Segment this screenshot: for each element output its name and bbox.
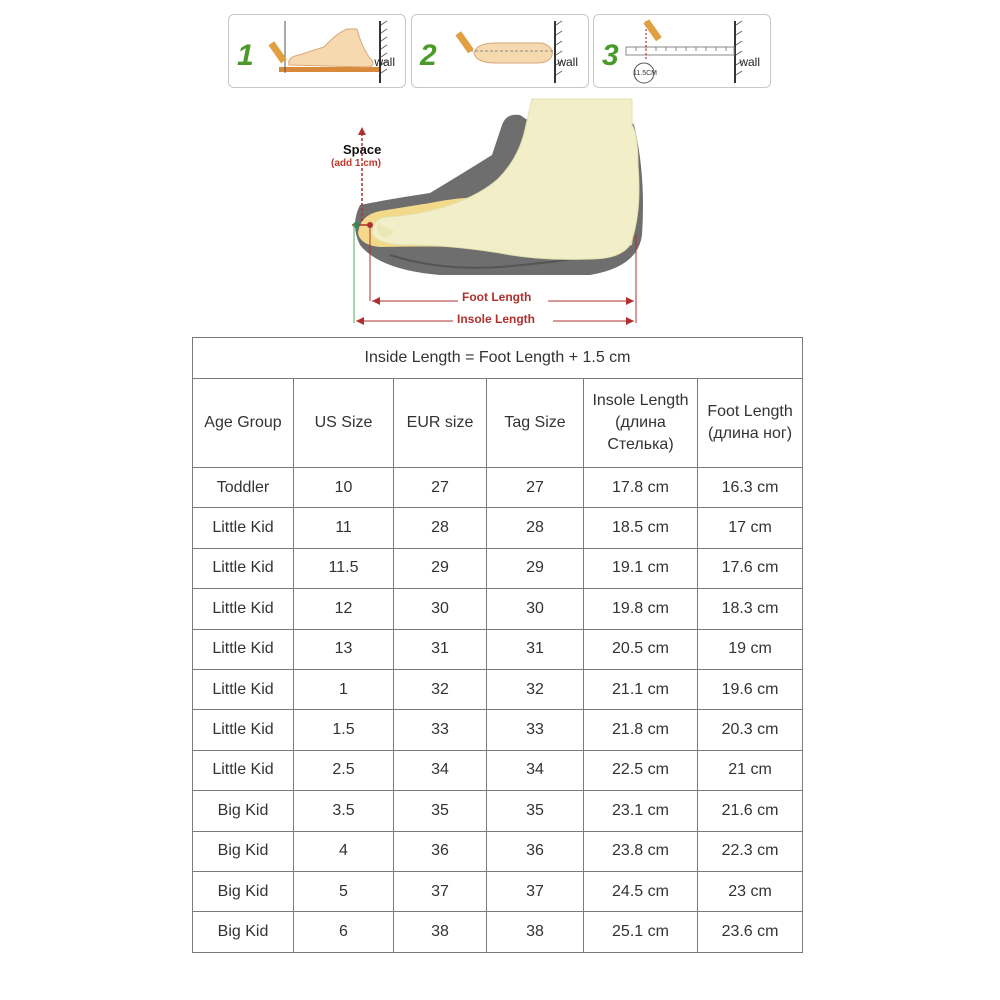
insole-length-cell: 21.1 cm (584, 669, 698, 709)
tag-size-cell: 30 (487, 589, 584, 629)
shoe-fit-diagram (320, 95, 680, 335)
foot-length-cell: 22.3 cm (698, 831, 803, 871)
step-3-wall-label: wall (739, 55, 760, 69)
tag-size-cell: 34 (487, 750, 584, 790)
eur-size-cell: 28 (394, 508, 487, 548)
us-size-cell: 2.5 (294, 750, 394, 790)
step-1-wall-label: wall (374, 55, 395, 69)
size-table-body (193, 468, 803, 953)
table-row (193, 831, 803, 871)
header-text-line: Foot Length (707, 403, 793, 420)
age-group-cell: Big Kid (193, 871, 294, 911)
table-row (193, 508, 803, 548)
age-group-cell: Big Kid (193, 791, 294, 831)
header-tag-size (487, 379, 584, 468)
tag-size-cell: 33 (487, 710, 584, 750)
foot-length-label: Foot Length (462, 290, 532, 304)
tag-size-cell: 27 (487, 468, 584, 508)
insole-length-cell: 23.1 cm (584, 791, 698, 831)
foot-length-cell: 20.3 cm (698, 710, 803, 750)
age-group-cell: Little Kid (193, 508, 294, 548)
insole-length-cell: 19.1 cm (584, 548, 698, 588)
us-size-cell: 3.5 (294, 791, 394, 831)
header-age-group (193, 379, 294, 468)
eur-size-cell: 29 (394, 548, 487, 588)
foot-length-cell: 17.6 cm (698, 548, 803, 588)
foot-length-cell: 17 cm (698, 508, 803, 548)
ruler-measure-illustration (594, 15, 770, 87)
age-group-cell: Big Kid (193, 912, 294, 952)
table-row (193, 791, 803, 831)
eur-size-cell: 32 (394, 669, 487, 709)
us-size-cell: 12 (294, 589, 394, 629)
tag-size-cell: 28 (487, 508, 584, 548)
tag-size-cell: 38 (487, 912, 584, 952)
step-3-ruler-mark: 11.5CM (633, 70, 657, 77)
us-size-cell: 1.5 (294, 710, 394, 750)
table-row (193, 750, 803, 790)
table-row (193, 912, 803, 952)
foot-length-cell: 21 cm (698, 750, 803, 790)
formula-cell: Inside Length = Foot Length + 1.5 cm (193, 338, 803, 379)
eur-size-cell: 38 (394, 912, 487, 952)
us-size-cell: 11 (294, 508, 394, 548)
table-row (193, 669, 803, 709)
step-2-number: 2 (420, 39, 437, 72)
us-size-cell: 13 (294, 629, 394, 669)
tag-size-cell: 37 (487, 871, 584, 911)
step-3-panel (593, 14, 771, 88)
us-size-cell: 5 (294, 871, 394, 911)
tag-size-cell: 36 (487, 831, 584, 871)
eur-size-cell: 31 (394, 629, 487, 669)
insole-length-cell: 23.8 cm (584, 831, 698, 871)
us-size-cell: 11.5 (294, 548, 394, 588)
insole-length-cell: 21.8 cm (584, 710, 698, 750)
eur-size-cell: 37 (394, 871, 487, 911)
foot-length-cell: 23.6 cm (698, 912, 803, 952)
tag-size-cell: 31 (487, 629, 584, 669)
age-group-cell: Big Kid (193, 831, 294, 871)
header-text-line: (длина ног) (708, 425, 793, 442)
header-text-line: US Size (314, 414, 373, 431)
table-row (193, 871, 803, 911)
insole-length-cell: 20.5 cm (584, 629, 698, 669)
size-chart-table (192, 337, 803, 953)
foot-side-measure-illustration (229, 15, 405, 87)
step-1-number: 1 (237, 39, 254, 72)
insole-length-cell: 19.8 cm (584, 589, 698, 629)
eur-size-cell: 35 (394, 791, 487, 831)
step-1-panel (228, 14, 406, 88)
age-group-cell: Little Kid (193, 589, 294, 629)
table-row (193, 589, 803, 629)
header-us-size (294, 379, 394, 468)
insole-length-cell: 18.5 cm (584, 508, 698, 548)
us-size-cell: 1 (294, 669, 394, 709)
header-foot-length (698, 379, 803, 468)
tag-size-cell: 35 (487, 791, 584, 831)
header-text-line: Age Group (204, 414, 282, 431)
table-row (193, 629, 803, 669)
us-size-cell: 4 (294, 831, 394, 871)
eur-size-cell: 36 (394, 831, 487, 871)
table-row (193, 710, 803, 750)
insole-length-cell: 25.1 cm (584, 912, 698, 952)
age-group-cell: Little Kid (193, 710, 294, 750)
eur-size-cell: 33 (394, 710, 487, 750)
header-text-line: Стелька) (607, 436, 674, 453)
age-group-cell: Little Kid (193, 750, 294, 790)
header-text-line: Tag Size (504, 414, 566, 431)
foot-length-cell: 21.6 cm (698, 791, 803, 831)
age-group-cell: Little Kid (193, 548, 294, 588)
eur-size-cell: 30 (394, 589, 487, 629)
step-3-number: 3 (602, 39, 619, 72)
insole-length-cell: 17.8 cm (584, 468, 698, 508)
header-text-line: (длина (615, 414, 666, 431)
tag-size-cell: 29 (487, 548, 584, 588)
foot-length-cell: 18.3 cm (698, 589, 803, 629)
insole-length-cell: 22.5 cm (584, 750, 698, 790)
foot-length-cell: 19.6 cm (698, 669, 803, 709)
foot-length-cell: 23 cm (698, 871, 803, 911)
table-header-row (193, 379, 803, 468)
header-eur-size (394, 379, 487, 468)
step-2-wall-label: wall (557, 55, 578, 69)
header-text-line: Insole Length (592, 392, 689, 409)
insole-length-label: Insole Length (457, 312, 535, 326)
age-group-cell: Toddler (193, 468, 294, 508)
age-group-cell: Little Kid (193, 669, 294, 709)
space-label: Space (343, 142, 382, 157)
table-row (193, 468, 803, 508)
us-size-cell: 10 (294, 468, 394, 508)
age-group-cell: Little Kid (193, 629, 294, 669)
eur-size-cell: 27 (394, 468, 487, 508)
table-row (193, 548, 803, 588)
foot-length-cell: 19 cm (698, 629, 803, 669)
space-subtitle: (add 1 cm) (331, 158, 382, 169)
eur-size-cell: 34 (394, 750, 487, 790)
foot-top-measure-illustration (412, 15, 588, 87)
tag-size-cell: 32 (487, 669, 584, 709)
header-insole-length (584, 379, 698, 468)
step-2-panel (411, 14, 589, 88)
insole-length-cell: 24.5 cm (584, 871, 698, 911)
header-text-line: EUR size (406, 414, 474, 431)
us-size-cell: 6 (294, 912, 394, 952)
foot-length-cell: 16.3 cm (698, 468, 803, 508)
